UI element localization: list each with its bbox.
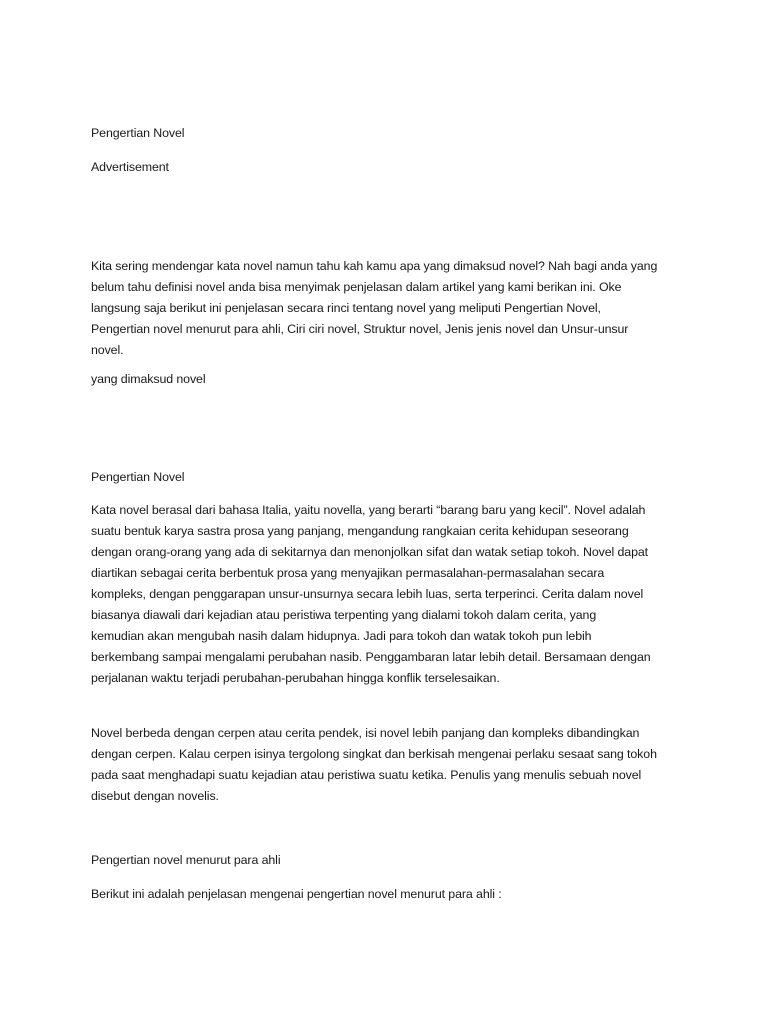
definition-paragraph	[91, 500, 691, 689]
intro-paragraph	[91, 256, 691, 361]
text-line: berkembang sampai mengalami perubahan nasib. Penggambaran latar lebih detail. Bersamaan dengan	[91, 650, 651, 664]
text-line: disebut dengan novelis.	[91, 789, 219, 803]
text-line: Pengertian novel menurut para ahli, Ciri ciri novel, Struktur novel, Jenis jenis novel dan Unsur-unsur	[91, 322, 629, 336]
text-line: Kita sering mendengar kata novel namun tahu kah kamu apa yang dimaksud novel? Nah bagi anda yang	[91, 259, 658, 273]
text-line: pada saat menghadapi suatu kejadian atau peristiwa suatu ketika. Penulis yang menulis sebuah novel	[91, 768, 642, 782]
experts-intro-paragraph: Berikut ini adalah penjelasan mengenai pengertian novel menurut para ahli :	[91, 887, 502, 901]
text-line: kompleks, dengan penggarapan unsur-unsurnya secara lebih luas, serta terperinci. Cerita dalam novel	[91, 587, 644, 601]
text-line: belum tahu definisi novel anda bisa menyimak penjelasan dalam artikel yang kami berikan ini. Oke	[91, 280, 622, 294]
text-line: biasanya diawali dari kejadian atau peristiwa terpenting yang dialami tokoh dalam cerita, yang	[91, 608, 597, 622]
text-line: novel.	[91, 343, 124, 357]
text-line: dengan cerpen. Kalau cerpen isinya tergolong singkat dan berkisah mengenai perlaku sesaat sang tokoh	[91, 747, 657, 761]
heading-pengertian-novel: Pengertian Novel	[91, 126, 185, 140]
advertisement-label: Advertisement	[91, 160, 169, 174]
text-line: diartikan sebagai cerita berbentuk prosa yang menyajikan permasalahan-permasalahan secara	[91, 566, 605, 580]
text-line: langsung saja berikut ini penjelasan secara rinci tentang novel yang meliputi Pengertian Novel,	[91, 301, 601, 315]
heading-novel-menurut-para-ahli: Pengertian novel menurut para ahli	[91, 853, 281, 867]
text-line: dengan orang-orang yang ada di sekitarnya dan menonjolkan sifat dan watak setiap tokoh. Novel dapat	[91, 545, 649, 559]
heading-pengertian-novel-2: Pengertian Novel	[91, 470, 185, 484]
text-line: Kata novel berasal dari bahasa Italia, yaitu novella, yang berarti “barang baru yang kecil”. Novel adalah	[91, 503, 646, 517]
text-line: suatu bentuk karya sastra prosa yang panjang, mengandung rangkaian cerita kehidupan seseorang	[91, 524, 629, 538]
text-line: Novel berbeda dengan cerpen atau cerita pendek, isi novel lebih panjang dan kompleks dibandingkan	[91, 726, 640, 740]
comparison-paragraph	[91, 723, 691, 807]
image-caption: yang dimaksud novel	[91, 372, 206, 386]
text-line: perjalanan waktu terjadi perubahan-perubahan hingga konflik terselesaikan.	[91, 671, 500, 685]
text-line: kemudian akan mengubah nasih dalam hidupnya. Jadi para tokoh dan watak tokoh pun lebih	[91, 629, 592, 643]
